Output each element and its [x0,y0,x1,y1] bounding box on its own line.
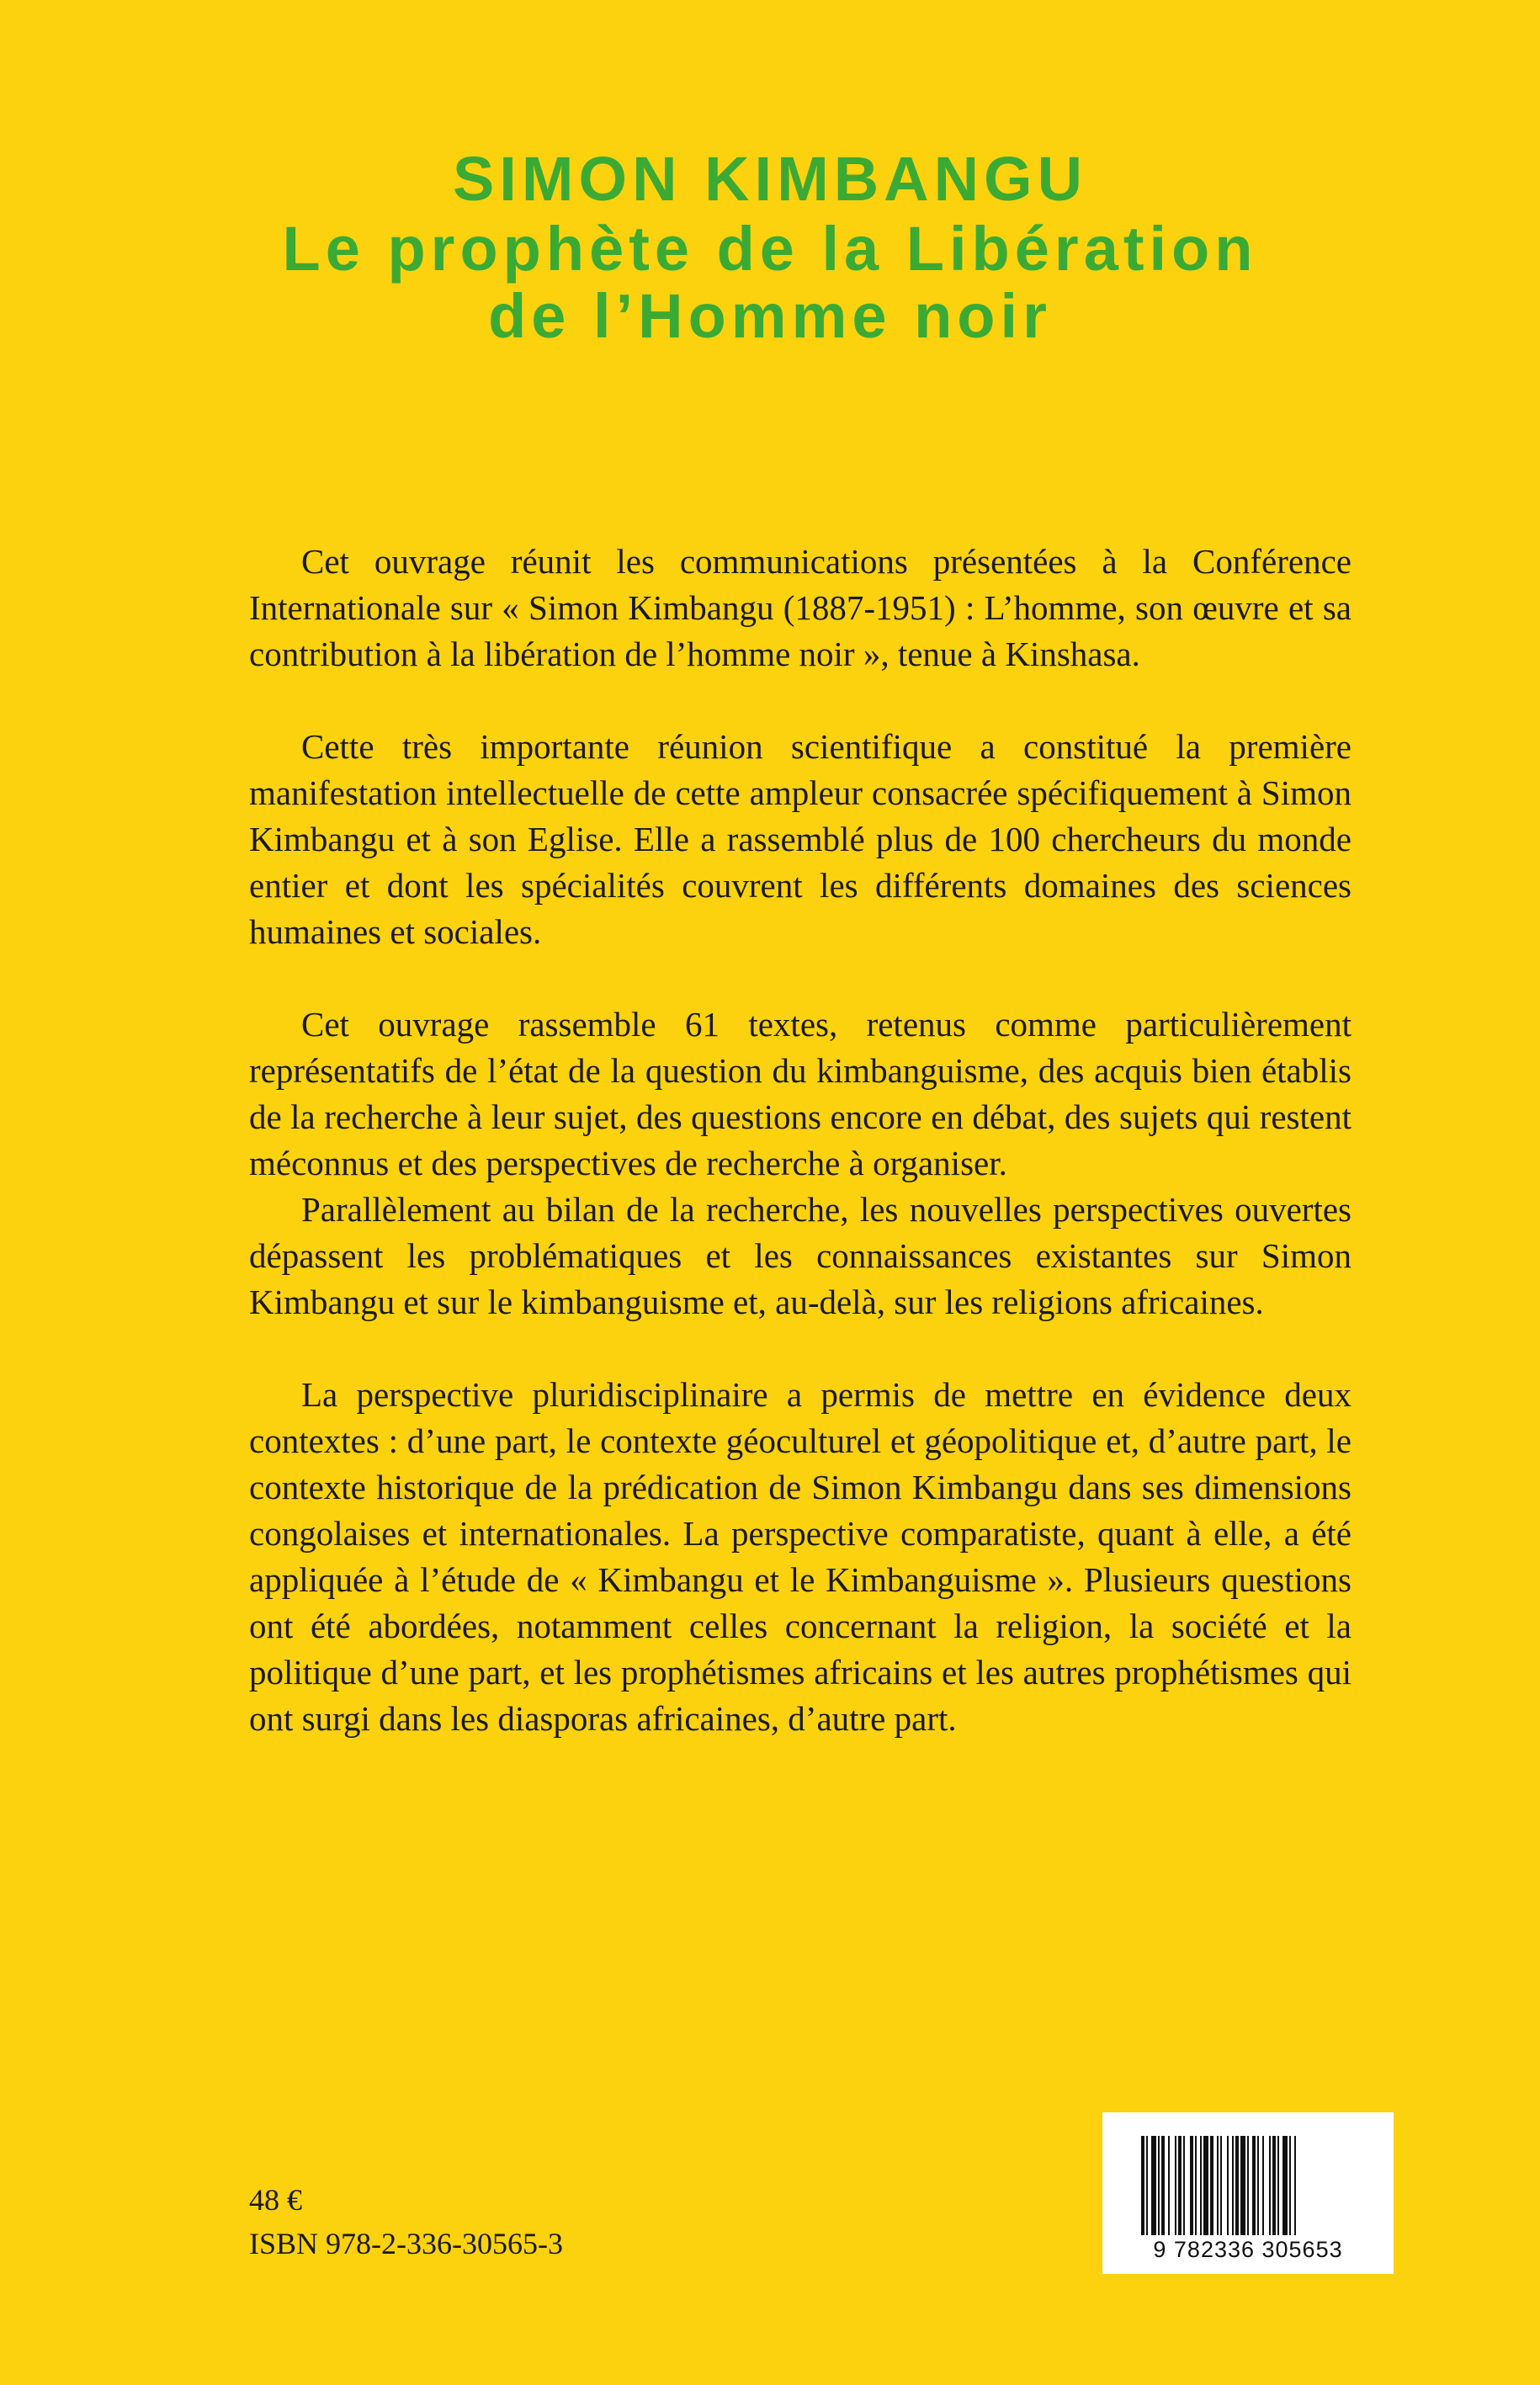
barcode-box [1102,2112,1394,2274]
barcode-bar [1247,2136,1249,2235]
price-isbn-block [249,2178,563,2265]
barcode-bar [1175,2136,1176,2235]
paragraph-3: Cet ouvrage rassemble 61 textes, retenus comme particulièrement représentatifs de l’état de la question du kimbanguisme, des acquis bien établis de la recherche à leur sujet, des questions encore en débat, des sujets qui restent méconnus et des perspectives de recherche à organiser. [249,1005,1351,1182]
barcode-bar [1240,2136,1245,2235]
price: 48 € [249,2183,302,2217]
back-cover-text [249,539,1351,1742]
barcode-bar [1277,2136,1279,2235]
barcode-bar [1195,2136,1197,2235]
barcode-digits: 9 782336 305653 [1153,2237,1343,2262]
barcode-bar [1200,2136,1202,2235]
barcode-bar [1190,2136,1193,2235]
cover-title-block [0,143,1540,350]
barcode-bar [1220,2136,1222,2235]
barcode-bar [1141,2136,1144,2235]
barcode-bar [1168,2136,1170,2235]
barcode-bar [1178,2136,1182,2235]
barcode-bar [1257,2136,1259,2235]
barcode-bar [1272,2136,1276,2235]
barcode-bar [1146,2136,1148,2235]
paragraph-1: Cet ouvrage réunit les communications présentées à la Conférence Internationale sur « Simon Kimbangu (1887-1951) : L’homme, son œuvre et sa contribution à la libération de l’homme noir », tenue à Kinshasa. [249,542,1351,673]
paragraph-2: Cette très importante réunion scientifique a constitué la première manifestation intellectuelle de cette ampleur consacrée spécifiquement à Simon Kimbangu et à son Eglise. Elle a rassemblé plus de 100 chercheurs du monde entier et dont les spécialités couvrent les différents domaines des sciences humaines et sociales. [249,727,1351,951]
barcode-icon [1139,2136,1357,2235]
barcode-bar [1232,2136,1234,2235]
barcode-bar [1151,2136,1156,2235]
barcode-bar [1183,2136,1185,2235]
book-subtitle-line-1: Le prophète de la Libération [282,214,1258,284]
barcode-bar [1203,2136,1208,2235]
barcode-bar [1294,2136,1296,2235]
paragraph-4: Parallèlement au bilan de la recherche, les nouvelles perspectives ouvertes dépassent les problématiques et les connaissances existantes sur Simon Kimbangu et sur le kimbanguisme et, au-delà, sur les religions africaines. [249,1190,1351,1321]
barcode-bar [1217,2136,1219,2235]
barcode-bar [1227,2136,1229,2235]
paragraph-5: La perspective pluridisciplinaire a permis de mettre en évidence deux contextes : d’une part, le contexte géoculturel et géopolitique et, d’autre part, le contexte historique de la prédication de Simon Kimbangu dans ses dimensions congolaises et internationales. La perspective comparatiste, quant à elle, a été appliquée à l’étude de « Kimbangu et le Kimbanguisme ». Plusieurs questions ont été abordées, notamment celles concernant la religion, la société et la politique d’une part, et les prophétismes africains et les autres prophétismes qui ont surgi dans les diasporas africaines, d’autre part. [249,1375,1351,1738]
isbn: ISBN 978-2-336-30565-3 [249,2227,563,2260]
barcode-bar [1289,2136,1291,2235]
barcode-bar [1269,2136,1271,2235]
barcode-bar [1282,2136,1288,2235]
barcode-bar [1161,2136,1165,2235]
barcode-bar [1252,2136,1256,2235]
barcode-bar [1210,2136,1213,2235]
barcode-bar [1158,2136,1160,2235]
book-subtitle-line-2: de l’Homme noir [488,281,1052,351]
book-title: SIMON KIMBANGU [452,144,1088,214]
barcode-bar [1235,2136,1239,2235]
barcode-bar [1262,2136,1264,2235]
